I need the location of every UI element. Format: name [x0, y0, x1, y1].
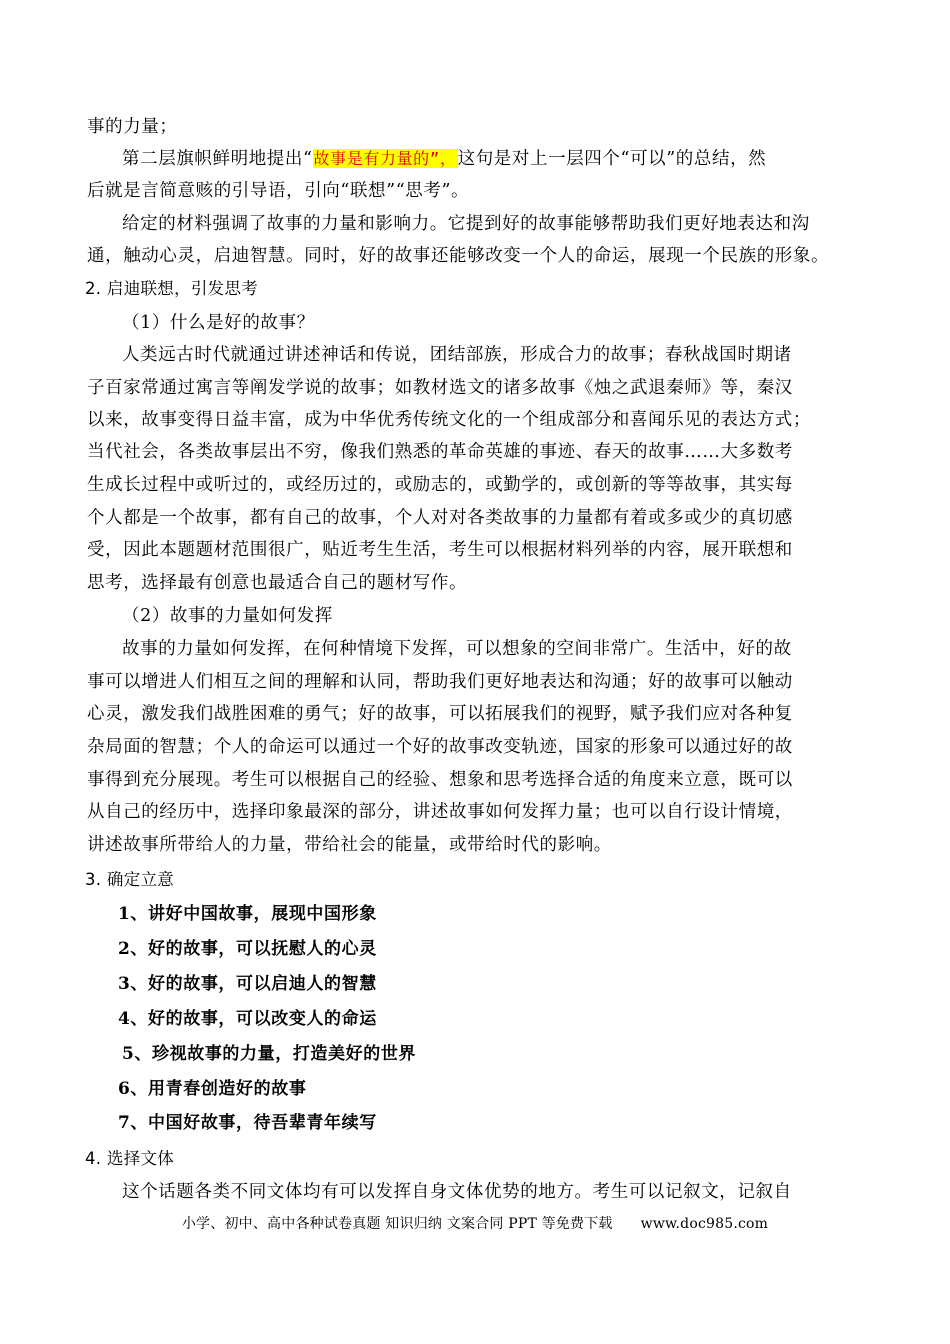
subheading: （2）故事的力量如何发挥: [122, 606, 333, 626]
paragraph-line: 心灵，激发我们战胜困难的勇气；好的故事，可以拓展我们的视野，赋予我们应对各种复: [87, 704, 793, 724]
idea-item: 7、中国好故事，待吾辈青年续写: [118, 1113, 377, 1133]
paragraph-line: 以来，故事变得日益丰富，成为中华优秀传统文化的一个组成部分和喜闻乐见的表达方式；: [87, 410, 811, 430]
highlighted-quote: 故事是有力量的”，: [313, 149, 457, 168]
footer-url[interactable]: www.doc985.com: [640, 1216, 769, 1232]
paragraph-line: 人类远古时代就通过讲述神话和传说，团结部族，形成合力的故事；春秋战国时期诸: [122, 345, 792, 365]
paragraph-line: 事可以增进人们相互之间的理解和认同，帮助我们更好地表达和沟通；好的故事可以触动: [87, 672, 793, 692]
section-heading: 4. 选择文体: [85, 1149, 175, 1168]
paragraph-line: 事得到充分展现。考生可以根据自己的经验、想象和思考选择合适的角度来立意，既可以: [87, 770, 793, 790]
page-footer: [0, 1213, 950, 1233]
paragraph-line: 个人都是一个故事，都有自己的故事，个人对对各类故事的力量都有着或多或少的真切感: [87, 508, 793, 528]
idea-item: 1、讲好中国故事，展现中国形象: [118, 904, 377, 924]
paragraph-line: 讲述故事所带给人的力量，带给社会的能量，或带给时代的影响。: [87, 835, 612, 855]
section-heading: 2. 启迪联想，引发思考: [85, 279, 259, 298]
idea-item: 3、好的故事，可以启迪人的智慧: [118, 974, 377, 994]
paragraph-line: 思考，选择最有创意也最适合自己的题材写作。: [87, 573, 468, 593]
paragraph-line: [122, 147, 766, 171]
paragraph-line: 通，触动心灵，启迪智慧。同时，好的故事还能够改变一个人的命运，展现一个民族的形象。: [87, 246, 830, 266]
paragraph-line: 杂局面的智慧；个人的命运可以通过一个好的故事改变轨迹，国家的形象可以通过好的故: [87, 737, 793, 757]
footer-text: 小学、初中、高中各种试卷真题 知识归纳 文案合同 PPT 等免费下载: [181, 1216, 613, 1232]
paragraph-line: 给定的材料强调了故事的力量和影响力。它提到好的故事能够帮助我们更好地表达和沟: [122, 214, 810, 234]
idea-item: 2、好的故事，可以抚慰人的心灵: [118, 939, 377, 959]
paragraph-line: 故事的力量如何发挥，在何种情境下发挥，可以想象的空间非常广。生活中，好的故: [122, 639, 792, 659]
paragraph-line: 事的力量；: [87, 117, 178, 137]
text-fragment: 这句是对上一层四个“可以”的总结，然: [457, 149, 767, 169]
idea-item: 6、用青春创造好的故事: [118, 1079, 307, 1099]
paragraph-line: 这个话题各类不同文体均有可以发挥自身文体优势的地方。考生可以记叙文，记叙自: [122, 1182, 792, 1202]
text-fragment: 第二层旗帜鲜明地提出“: [122, 149, 313, 169]
idea-item: 4、好的故事，可以改变人的命运: [118, 1009, 377, 1029]
paragraph-line: 当代社会，各类故事层出不穷，像我们熟悉的革命英雄的事迹、春天的故事……大多数考: [87, 442, 793, 462]
section-heading: 3. 确定立意: [85, 870, 175, 889]
paragraph-line: 后就是言简意赅的引导语，引向“联想”“思考”。: [87, 181, 470, 201]
subheading: （1）什么是好的故事？: [122, 313, 315, 333]
paragraph-line: 受，因此本题题材范围很广，贴近考生生活，考生可以根据材料列举的内容，展开联想和: [87, 540, 793, 560]
paragraph-line: 生成长过程中或听过的，或经历过的，或励志的，或勤学的，或创新的等等故事，其实每: [87, 475, 793, 495]
paragraph-line: 子百家常通过寓言等阐发学说的故事；如教材选文的诸多故事《烛之武退秦师》等，秦汉: [87, 378, 793, 398]
paragraph-line: 从自己的经历中，选择印象最深的部分，讲述故事如何发挥力量；也可以自行设计情境，: [87, 802, 793, 822]
idea-item: 5、珍视故事的力量，打造美好的世界: [122, 1044, 417, 1064]
